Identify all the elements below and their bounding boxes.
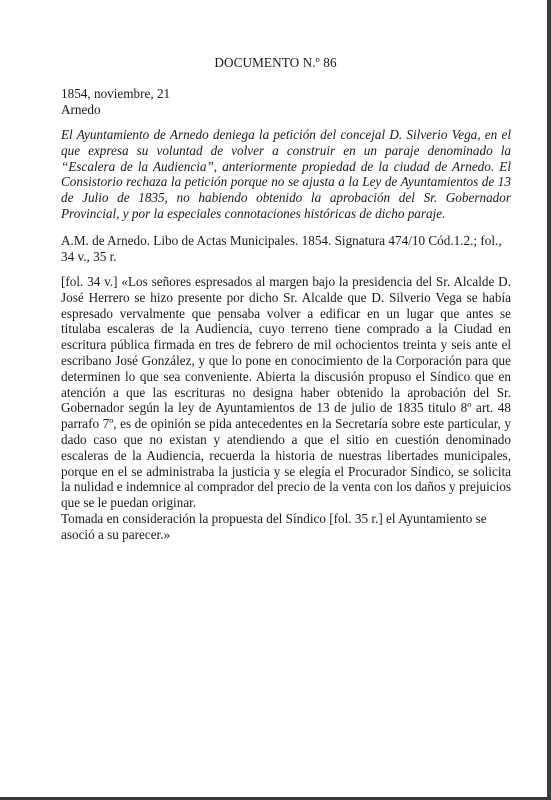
transcription-paragraph-1: [fol. 34 v.] «Los señores espresados al margen bajo la presidencia del Sr. Alcalde D. José Herrero se hizo presente por dicho Sr. Alcalde que D. Silverio Vega se había espresado vervalmente que pensaba volver a edificar en un lugar que antes se titulaba escaleras de la Audiencia, cuyo terreno tiene comprado a la Ciudad en escritura pública firmada en tres de febrero de mil ochocientos treinta y seis ante el escribano José González, y que lo pone en conocimiento de la Corporación para que determinen lo que sea conveniente. Abierta la discusión propuso el Síndico que en atención a que las escrituras no designa haber obtenido la aprobación del Sr. Gobernador según la ley de Ayuntamientos de 13 de julio de 1835 titulo 8º art. 48 parrafo 7º, es de opinión se pida antecedentes en la Secretaría sobre este particular, y dado caso que no existan y atendiendo a que el sitio en cuestión denominado escaleras de la Audiencia, recuerda la historia de nuestras libertades municipales, porque en el se administraba la justicia y se elegía el Procurador Síndico, se solicita la nulidad e indemnice al comprador del precio de la venta con los daños y prejuicios que se le puedan originar. [61,274,511,511]
transcription-paragraph-2: Tomada en consideración la propuesta del Síndico [fol. 35 r.] el Ayuntamiento se asoció a su parecer.» [61,510,487,542]
archival-source [61,233,511,265]
document-place: Arnedo [61,101,101,117]
document-date: 1854, noviembre, 21 [61,86,171,101]
document-title: DOCUMENTO N.º 86 [214,55,337,70]
document-transcription [61,274,511,543]
document-summary [61,127,511,222]
date-place-block [61,86,511,118]
source-text: A.M. de Arnedo. Libo de Actas Municipales. 1854. Signatura 474/10 Cód.1.2.; fol., 34 v., 35 r. [61,233,502,264]
summary-text: El Ayuntamiento de Arnedo deniega la petición del concejal D. Silverio Vega, en el que expresa su voluntad de volver a construir en un paraje denominado la “Escalera de la Audiencia”, anteriormente propiedad de la ciudad de Arnedo. El Consistorio rechaza la petición porque no se ajusta a la Ley de Ayuntamientos de 13 de Julio de 1835, no habiendo obtenido la aprobación del Sr. Gobernador Provincial, y por la especiales connotaciones históricas de dicho paraje. [61,127,511,221]
